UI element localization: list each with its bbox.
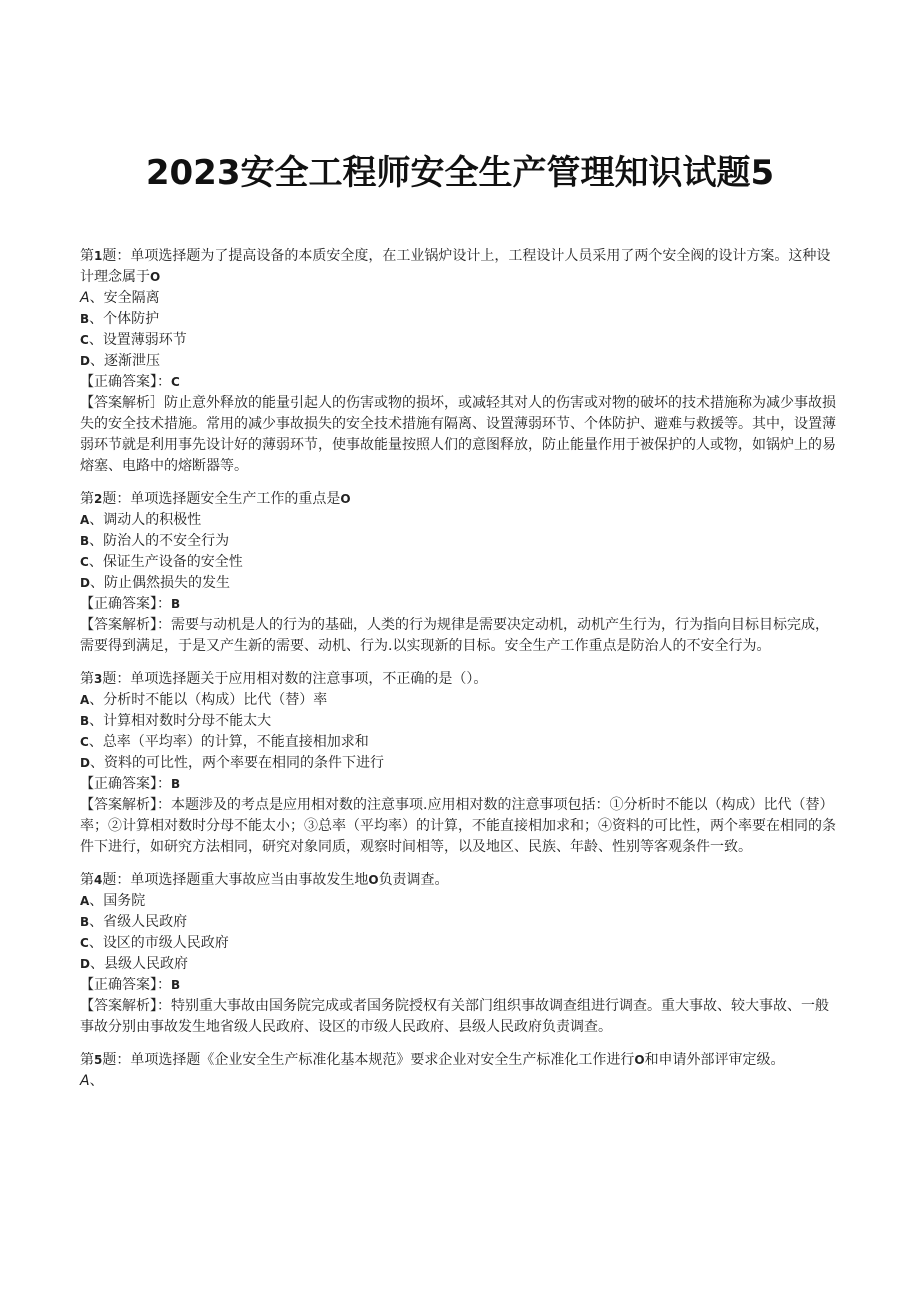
answer-blank: O xyxy=(368,873,379,887)
option-letter: B xyxy=(80,534,90,548)
analysis-label: 【答案解析］ xyxy=(80,395,164,411)
question-text-after: 负责调查。 xyxy=(378,872,449,888)
option-c xyxy=(80,552,842,573)
question-item xyxy=(80,870,842,1038)
option-separator: 、 xyxy=(89,533,104,549)
option-c xyxy=(80,933,842,954)
option-c xyxy=(80,732,842,753)
option-letter: C xyxy=(80,333,89,347)
option-letter: C xyxy=(80,555,89,569)
analysis-text: 特别重大事故由国务院完成或者国务院授权有关部门组织事故调查组进行调查。重大事故、较大事故、一般事故分别由事故发生地省级人民政府、设区的市级人民政府、县级人民政府负责调查。 xyxy=(80,998,829,1035)
option-separator: 、 xyxy=(89,575,104,591)
option-separator: 、 xyxy=(89,692,104,708)
option-b xyxy=(80,711,842,732)
answer-value: B xyxy=(171,597,181,611)
option-a xyxy=(80,1071,842,1092)
option-letter: B xyxy=(80,915,90,929)
question-prefix: 第 xyxy=(80,671,94,687)
answer-blank: O xyxy=(340,492,351,506)
option-text: 安全隔离 xyxy=(103,290,160,306)
option-text: 逐渐泄压 xyxy=(103,353,160,369)
question-stem xyxy=(80,489,842,510)
option-text: 县级人民政府 xyxy=(103,956,188,972)
option-letter: A xyxy=(80,1073,90,1089)
question-number: 2 xyxy=(94,492,103,506)
option-text: 调动人的积极性 xyxy=(103,512,202,528)
option-c xyxy=(80,330,842,351)
analysis-text: 防止意外释放的能量引起人的伤害或物的损坏，或减轻其对人的伤害或对物的破坏的技术措施称为减少事故损失的安全技术措施。常用的减少事故损失的安全技术措施有隔离、设置薄弱环节、个体防护、避难与救援等。其中，设置薄弱环节就是利用事先设计好的薄弱环节，使事故能量按照人们的意图释放，防止能量作用于被保护的人或物，如锅炉上的易熔塞、电路中的熔断器等。 xyxy=(80,395,836,474)
option-separator: 、 xyxy=(88,554,103,570)
option-letter: C xyxy=(80,735,89,749)
answer-analysis xyxy=(80,795,842,858)
answer-value: C xyxy=(171,375,180,389)
question-stem xyxy=(80,246,842,288)
correct-answer xyxy=(80,774,842,795)
option-letter: D xyxy=(80,957,90,971)
question-number: 5 xyxy=(94,1053,103,1067)
correct-answer xyxy=(80,372,842,393)
option-text: 省级人民政府 xyxy=(103,914,188,930)
question-number: 1 xyxy=(94,249,103,263)
question-number: 3 xyxy=(94,672,103,686)
analysis-text: 本题涉及的考点是应用相对数的注意事项.应用相对数的注意事项包括：①分析时不能以（构成）比代（替）率；②计算相对数时分母不能太小；③总率（平均率）的计算，不能直接相加求和；④资料的可比性，两个率要在相同的条件下进行，如研究方法相同，研究对象同质，观察时间相等，以及地区、民族、年龄、性别等客观条件一致。 xyxy=(80,797,836,855)
option-text: 个体防护 xyxy=(103,311,160,327)
analysis-text: 需要与动机是人的行为的基础，人类的行为规律是需要决定动机，动机产生行为，行为指向目标目标完成，需要得到满足，于是又产生新的需要、动机、行为.以实现新的目标。安全生产工作重点是防治人的不安全行为。 xyxy=(80,617,829,654)
correct-answer xyxy=(80,594,842,615)
correct-answer xyxy=(80,975,842,996)
answer-value: B xyxy=(171,978,181,992)
answer-value: B xyxy=(171,777,181,791)
option-b xyxy=(80,912,842,933)
question-prefix: 第 xyxy=(80,1052,94,1068)
question-stem xyxy=(80,669,842,690)
option-separator: 、 xyxy=(89,1073,104,1089)
option-text: 总率（平均率）的计算，不能直接相加求和 xyxy=(102,734,369,750)
question-text: 题：单项选择题为了提高设备的本质安全度，在工业锅炉设计上，工程设计人员采用了两个安全阀的设计方案。这种设计理念属于 xyxy=(80,248,831,285)
option-letter: A xyxy=(80,290,90,306)
option-separator: 、 xyxy=(89,353,104,369)
option-separator: 、 xyxy=(89,512,104,528)
answer-analysis xyxy=(80,615,842,657)
option-letter: A xyxy=(80,693,90,707)
question-item xyxy=(80,489,842,657)
option-separator: 、 xyxy=(89,914,104,930)
option-a xyxy=(80,510,842,531)
option-letter: D xyxy=(80,756,90,770)
option-letter: A xyxy=(80,513,90,527)
answer-blank: O xyxy=(150,270,161,284)
option-d xyxy=(80,954,842,975)
option-separator: 、 xyxy=(89,956,104,972)
option-letter: B xyxy=(80,312,90,326)
answer-label: 【正确答案】： xyxy=(80,977,171,993)
answer-label: 【正确答案】： xyxy=(80,776,171,792)
question-item xyxy=(80,1050,842,1092)
option-b xyxy=(80,531,842,552)
option-letter: D xyxy=(80,576,90,590)
option-b xyxy=(80,309,842,330)
option-a xyxy=(80,690,842,711)
option-d xyxy=(80,573,842,594)
analysis-label: 【答案解析】： xyxy=(80,998,171,1014)
option-separator: 、 xyxy=(88,734,103,750)
question-item xyxy=(80,246,842,477)
question-text-after: 和申请外部评审定级。 xyxy=(644,1052,785,1068)
option-text: 保证生产设备的安全性 xyxy=(102,554,243,570)
option-a xyxy=(80,891,842,912)
question-prefix: 第 xyxy=(80,491,94,507)
question-text: 题：单项选择题《企业安全生产标准化基本规范》要求企业对安全生产标准化工作进行 xyxy=(102,1052,635,1068)
option-letter: D xyxy=(80,354,90,368)
option-separator: 、 xyxy=(89,290,104,306)
option-text: 防治人的不安全行为 xyxy=(103,533,230,549)
option-letter: A xyxy=(80,894,90,908)
option-d xyxy=(80,351,842,372)
answer-analysis xyxy=(80,996,842,1038)
question-item xyxy=(80,669,842,858)
option-separator: 、 xyxy=(88,332,103,348)
question-text: 题：单项选择题安全生产工作的重点是 xyxy=(102,491,341,507)
question-stem xyxy=(80,870,842,891)
analysis-label: 【答案解析】： xyxy=(80,617,171,633)
option-text: 设置薄弱环节 xyxy=(102,332,187,348)
question-stem xyxy=(80,1050,842,1071)
question-prefix: 第 xyxy=(80,248,94,264)
document-title: 2023安全工程师安全生产管理知识试题5 xyxy=(145,153,775,193)
option-text: 防止偶然损失的发生 xyxy=(103,575,230,591)
answer-label: 【正确答案】： xyxy=(80,374,171,390)
option-d xyxy=(80,753,842,774)
answer-analysis xyxy=(80,393,842,477)
option-text: 资料的可比性，两个率要在相同的条件下进行 xyxy=(103,755,384,771)
question-number: 4 xyxy=(94,873,103,887)
option-separator: 、 xyxy=(89,755,104,771)
option-letter: C xyxy=(80,936,89,950)
question-list xyxy=(80,246,842,1104)
analysis-label: 【答案解析】： xyxy=(80,797,171,813)
question-prefix: 第 xyxy=(80,872,94,888)
question-text: 题：单项选择题关于应用相对数的注意事项，不正确的是（）。 xyxy=(102,671,488,687)
option-separator: 、 xyxy=(89,713,104,729)
option-text: 设区的市级人民政府 xyxy=(102,935,229,951)
option-separator: 、 xyxy=(88,935,103,951)
option-a xyxy=(80,288,842,309)
answer-blank: O xyxy=(634,1053,645,1067)
option-text: 分析时不能以（构成）比代（替）率 xyxy=(103,692,328,708)
answer-label: 【正确答案】： xyxy=(80,596,171,612)
option-letter: B xyxy=(80,714,90,728)
option-text: 国务院 xyxy=(103,893,146,909)
option-text: 计算相对数时分母不能太大 xyxy=(103,713,272,729)
option-separator: 、 xyxy=(89,311,104,327)
option-separator: 、 xyxy=(89,893,104,909)
question-text: 题：单项选择题重大事故应当由事故发生地 xyxy=(102,872,369,888)
